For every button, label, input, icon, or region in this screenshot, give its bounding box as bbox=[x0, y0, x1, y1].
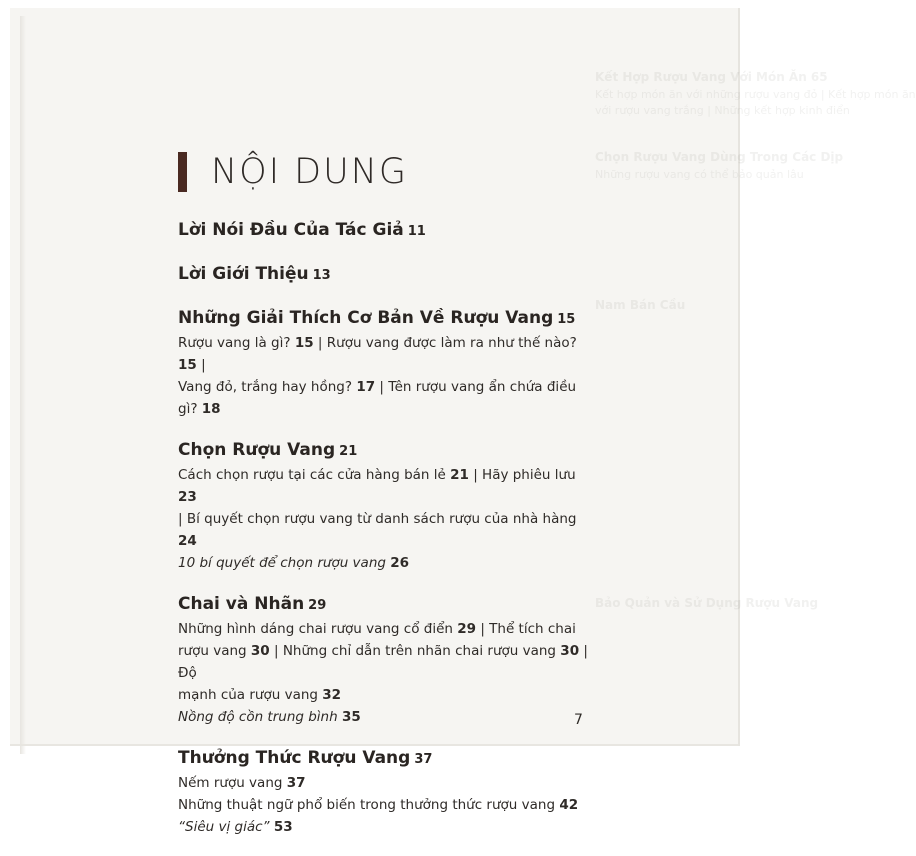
toc-subtopic-text: | Hãy phiêu lưu bbox=[468, 467, 576, 483]
toc-subline bbox=[178, 618, 598, 640]
toc-page-ref: 35 bbox=[341, 709, 361, 725]
toc-subline bbox=[178, 706, 598, 728]
toc-page-ref: 26 bbox=[390, 555, 410, 571]
toc-subline bbox=[178, 376, 598, 420]
toc-heading-page: 13 bbox=[312, 268, 331, 283]
toc-subline bbox=[178, 772, 598, 794]
show-through-text: Chọn Rượu Vang Dùng Trong Các Dịp bbox=[595, 150, 844, 164]
toc-heading-text: Lời Giới Thiệu bbox=[178, 264, 309, 284]
toc-entry bbox=[178, 262, 598, 288]
toc-page-ref: 18 bbox=[201, 401, 221, 417]
toc-page-ref: 15 bbox=[294, 335, 314, 351]
toc-heading-text: Lời Nói Đầu Của Tác Giả bbox=[178, 220, 404, 240]
toc-subtopic-text: mạnh của rượu vang bbox=[178, 687, 323, 703]
toc-page-ref: 32 bbox=[322, 687, 342, 703]
toc-entry bbox=[178, 218, 598, 244]
toc-subtopic-text: | Tên rượu vang ẩn chứa điều gì? bbox=[178, 379, 577, 417]
toc-subtopic-text: | Độ bbox=[178, 643, 588, 681]
toc-heading-text: Chai và Nhãn bbox=[178, 594, 305, 614]
show-through-text: với rượu vang trắng | Những kết hợp kinh điển bbox=[595, 104, 850, 117]
toc-heading-text: Thưởng Thức Rượu Vang bbox=[178, 748, 411, 768]
toc-page-ref: 15 bbox=[178, 357, 197, 373]
show-through-text: Những rượu vang có thể bảo quản lâu bbox=[595, 168, 804, 181]
toc-page-ref: 42 bbox=[559, 797, 579, 813]
toc-heading bbox=[178, 306, 598, 332]
toc-heading-page: 37 bbox=[414, 752, 433, 767]
toc-subtopic-text: | Thể tích chai bbox=[476, 621, 576, 637]
toc-subtopic-text: Nồng độ cồn trung bình bbox=[178, 709, 342, 725]
toc-heading bbox=[178, 262, 598, 288]
toc-subline bbox=[178, 464, 598, 508]
toc-subtopic-text: rượu vang bbox=[178, 643, 251, 659]
toc-subline bbox=[178, 508, 598, 552]
show-through-text: Kết hợp món ăn với những rượu vang đỏ | Kết hợp món ăn bbox=[595, 88, 916, 101]
page-number: 7 bbox=[574, 712, 583, 728]
title-accent-bar bbox=[178, 152, 187, 192]
toc-heading-page: 11 bbox=[407, 224, 426, 239]
toc-heading bbox=[178, 746, 598, 772]
table-of-contents bbox=[178, 218, 598, 856]
show-through-text: Bảo Quản và Sử Dụng Rượu Vang bbox=[595, 596, 819, 610]
toc-subline bbox=[178, 552, 598, 574]
toc-entry bbox=[178, 438, 598, 574]
toc-heading-text: Những Giải Thích Cơ Bản Về Rượu Vang bbox=[178, 308, 554, 328]
toc-entry bbox=[178, 746, 598, 838]
toc-subline bbox=[178, 684, 598, 706]
page-title: NỘI DUNG bbox=[211, 152, 409, 192]
toc-subtopic-text: “Siêu vị giác” bbox=[178, 819, 274, 835]
toc-subtopic-text: 10 bí quyết để chọn rượu vang bbox=[178, 555, 391, 571]
page-gutter-shadow bbox=[20, 16, 26, 754]
toc-page-ref: 29 bbox=[457, 621, 477, 637]
toc-page-ref: 17 bbox=[356, 379, 376, 395]
book-page bbox=[10, 8, 916, 835]
toc-page-ref: 53 bbox=[273, 819, 293, 835]
toc-subtopic-text: Rượu vang là gì? bbox=[178, 335, 295, 351]
toc-heading-page: 29 bbox=[308, 598, 327, 613]
toc-heading-page: 21 bbox=[339, 444, 358, 459]
toc-subtopic-text: | Rượu vang được làm ra như thế nào? bbox=[313, 335, 577, 351]
toc-subline bbox=[178, 816, 598, 838]
toc-subtopic-text: Những thuật ngữ phổ biến trong thưởng thức rượu vang bbox=[178, 797, 560, 813]
toc-page-ref: 24 bbox=[178, 533, 197, 549]
toc-entry bbox=[178, 592, 598, 728]
toc-subline bbox=[178, 640, 598, 684]
toc-subtopic-text: | Bí quyết chọn rượu vang từ danh sách rượu của nhà hàng bbox=[178, 511, 577, 527]
toc-heading bbox=[178, 218, 598, 244]
toc-page-ref: 30 bbox=[560, 643, 580, 659]
toc-subtopic-text: Những hình dáng chai rượu vang cổ điển bbox=[178, 621, 458, 637]
toc-subtopic-text: Vang đỏ, trắng hay hồng? bbox=[178, 379, 357, 395]
toc-title-block bbox=[178, 152, 408, 192]
toc-page-ref: 21 bbox=[450, 467, 469, 483]
toc-subtopic-text: Nếm rượu vang bbox=[178, 775, 287, 791]
toc-heading-text: Chọn Rượu Vang bbox=[178, 440, 336, 460]
toc-entry bbox=[178, 306, 598, 420]
show-through-text: Nam Bán Cầu bbox=[595, 298, 686, 312]
toc-subtopic-text: | bbox=[196, 357, 206, 373]
toc-page-ref: 23 bbox=[178, 489, 197, 505]
toc-subline bbox=[178, 794, 598, 816]
toc-page-ref: 37 bbox=[286, 775, 306, 791]
show-through-text: Kết Hợp Rượu Vang Với Món Ăn 65 bbox=[595, 70, 828, 84]
toc-heading bbox=[178, 592, 598, 618]
toc-subline bbox=[178, 332, 598, 376]
toc-subtopic-text: | Những chỉ dẫn trên nhãn chai rượu vang bbox=[269, 643, 561, 659]
toc-page-ref: 30 bbox=[250, 643, 270, 659]
toc-heading bbox=[178, 438, 598, 464]
toc-heading-page: 15 bbox=[557, 312, 576, 327]
toc-subtopic-text: Cách chọn rượu tại các cửa hàng bán lẻ bbox=[178, 467, 451, 483]
